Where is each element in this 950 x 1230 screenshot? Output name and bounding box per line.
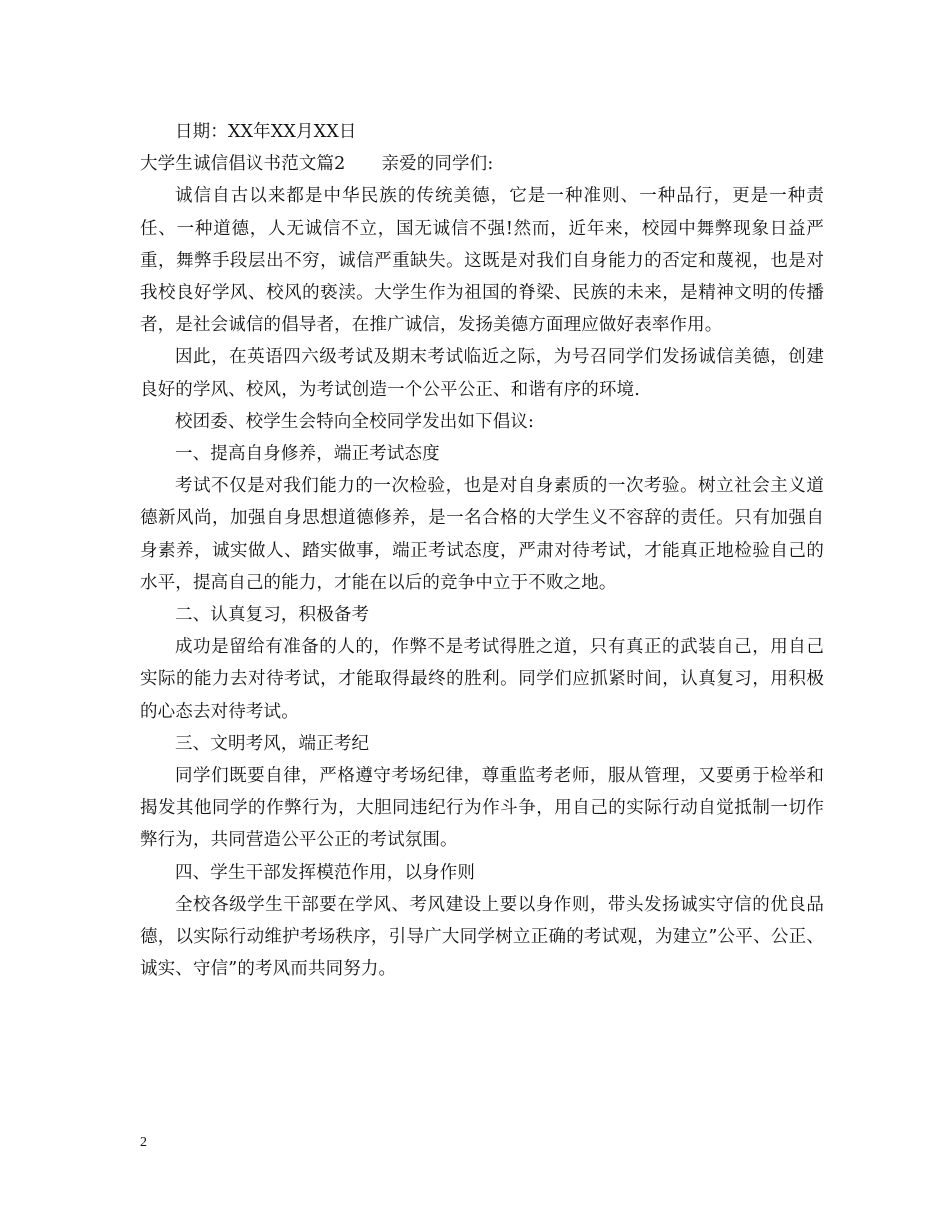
section-body-2: 成功是留给有准备的人的，作弊不是考试得胜之道，只有真正的武装自己，用自己实际的能力去对待考试，才能取得最终的胜利。同学们应抓紧时间，认真复习，用积极的心态去对待考试。: [140, 637, 824, 722]
section-body-3: 同学们既要自律，严格遵守考场纪律，尊重监考老师，服从管理，又要勇于检举和揭发其他同学的作弊行为，大胆同违纪行为作斗争，用自己的实际行动自觉抵制一切作弊行为，共同营造公平公正的考试氛围。: [140, 766, 824, 851]
document-title: 大学生诚信倡议书范文篇2: [140, 154, 346, 175]
section-heading-4: 四、学生干部发挥模范作用，以身作则: [175, 862, 476, 883]
section-heading-2: 二、认真复习，积极备考: [175, 605, 370, 626]
section-heading-3: 三、文明考风，端正考纪: [175, 733, 370, 754]
page-number: 2: [140, 1135, 147, 1150]
section-body-1: 考试不仅是对我们能力的一次检验，也是对自身素质的一次考验。树立社会主义道德新风尚，加强自身思想道德修养，是一名合格的大学生义不容辞的责任。只有加强自身素养，诚实做人、踏实做事，端正考试态度，严肃对待考试，才能真正地检验自己的水平，提高自己的能力，才能在以后的竞争中立于不败之地。: [140, 476, 824, 593]
section-heading-1: 一、提高自身修养，端正考试态度: [175, 444, 440, 465]
paragraph-purpose: 因此，在英语四六级考试及期末考试临近之际，为号召同学们发扬诚信美德，创建良好的学风、校风，为考试创造一个公平公正、和谐有序的环境.: [140, 347, 824, 400]
date-line: 日期：XX年XX月XX日: [175, 122, 357, 142]
section-body-4: 全校各级学生干部要在学风、考风建设上要以身作则，带头发扬诚实守信的优良品德，以实际行动维护考场秩序，引导广大同学树立正确的考试观，为建立”公平、公正、诚实、守信”的考风而共同努力。: [140, 894, 824, 980]
title-row: [140, 148, 824, 180]
paragraph-intro: 诚信自古以来都是中华民族的传统美德，它是一种准则、一种品行，更是一种责任、一种道德，人无诚信不立，国无诚信不强!然而，近年来，校园中舞弊现象日益严重，舞弊手段层出不穷，诚信严重缺失。这既是对我们自身能力的否定和蔑视，也是对我校良好学风、校风的亵渎。大学生作为祖国的脊梁、民族的未来，是精神文明的传播者，是社会诚信的倡导者，在推广诚信，发扬美德方面理应做好表率作用。: [140, 186, 824, 336]
paragraph-proposal-lead: 校团委、校学生会特向全校同学发出如下倡议:: [175, 411, 535, 432]
document-body: [140, 116, 824, 985]
salutation: 亲爱的同学们:: [381, 154, 494, 175]
